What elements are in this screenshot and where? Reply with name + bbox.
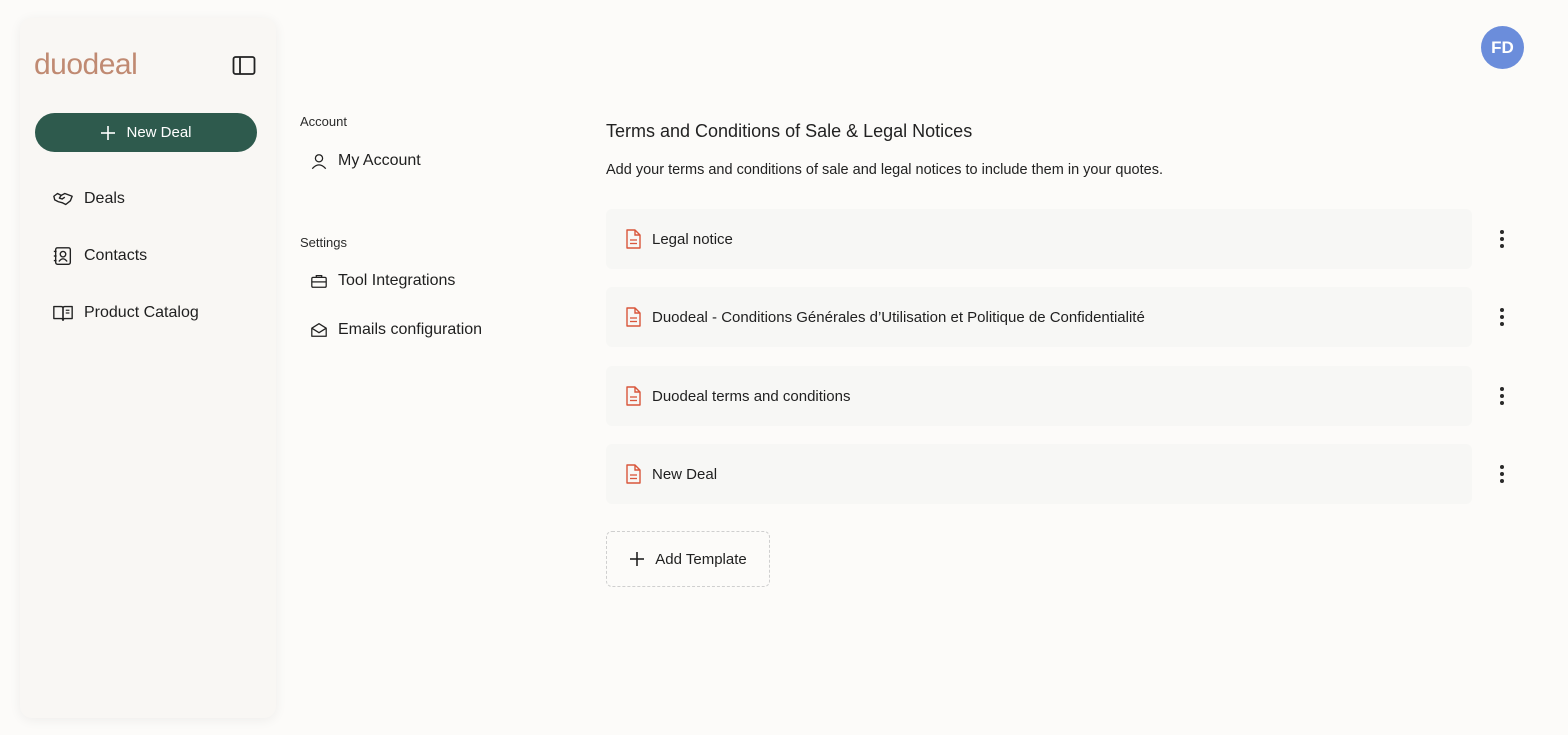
document-icon — [624, 307, 642, 327]
sidebar-toggle-icon[interactable] — [232, 55, 256, 77]
document-row[interactable] — [606, 366, 1472, 426]
settings-item-label: Emails configuration — [338, 321, 483, 338]
more-options-icon[interactable] — [1492, 225, 1512, 253]
document-label: New Deal — [652, 465, 718, 483]
plus-icon — [100, 125, 116, 141]
avatar[interactable]: FD — [1481, 26, 1524, 69]
settings-item-emails-configuration[interactable] — [310, 317, 482, 343]
account-section-label: Account — [300, 114, 347, 129]
document-label: Duodeal - Conditions Générales d’Utilisation et Politique de Confidentialité — [652, 308, 1145, 326]
sidebar-item-contacts[interactable] — [52, 241, 147, 271]
document-row[interactable] — [606, 444, 1472, 504]
briefcase-icon — [310, 272, 328, 290]
settings-section-label: Settings — [300, 235, 347, 250]
document-row[interactable] — [606, 287, 1472, 347]
page-title: Terms and Conditions of Sale & Legal Notices — [606, 121, 973, 141]
document-row[interactable] — [606, 209, 1472, 269]
sidebar-item-label: Deals — [84, 190, 125, 207]
page-description: Add your terms and conditions of sale and legal notices to include them in your quotes. — [606, 162, 1163, 178]
handshake-icon — [52, 188, 74, 210]
settings-item-my-account[interactable] — [310, 148, 421, 174]
document-icon — [624, 464, 642, 484]
settings-item-label: My Account — [338, 152, 421, 169]
new-deal-button[interactable] — [35, 113, 257, 152]
document-icon — [624, 386, 642, 406]
app-logo[interactable]: duodeal — [34, 48, 138, 81]
add-template-button[interactable] — [606, 531, 770, 587]
sidebar-item-label: Product Catalog — [84, 304, 199, 321]
book-open-icon — [52, 302, 74, 324]
envelope-open-icon — [310, 321, 328, 339]
sidebar-item-label: Contacts — [84, 247, 148, 264]
document-label: Duodeal terms and conditions — [652, 387, 851, 405]
document-label: Legal notice — [652, 230, 733, 248]
more-options-icon[interactable] — [1492, 303, 1512, 331]
contact-book-icon — [52, 245, 74, 267]
settings-item-label: Tool Integrations — [338, 272, 456, 289]
document-icon — [624, 229, 642, 249]
more-options-icon[interactable] — [1492, 460, 1512, 488]
plus-icon — [629, 551, 645, 567]
sidebar-item-product-catalog[interactable] — [52, 298, 199, 328]
sidebar — [20, 18, 276, 718]
settings-item-tool-integrations[interactable] — [310, 268, 455, 294]
new-deal-label: New Deal — [126, 124, 192, 141]
sidebar-item-deals[interactable] — [52, 184, 125, 214]
more-options-icon[interactable] — [1492, 382, 1512, 410]
user-icon — [310, 152, 328, 170]
add-template-label: Add Template — [655, 550, 747, 568]
